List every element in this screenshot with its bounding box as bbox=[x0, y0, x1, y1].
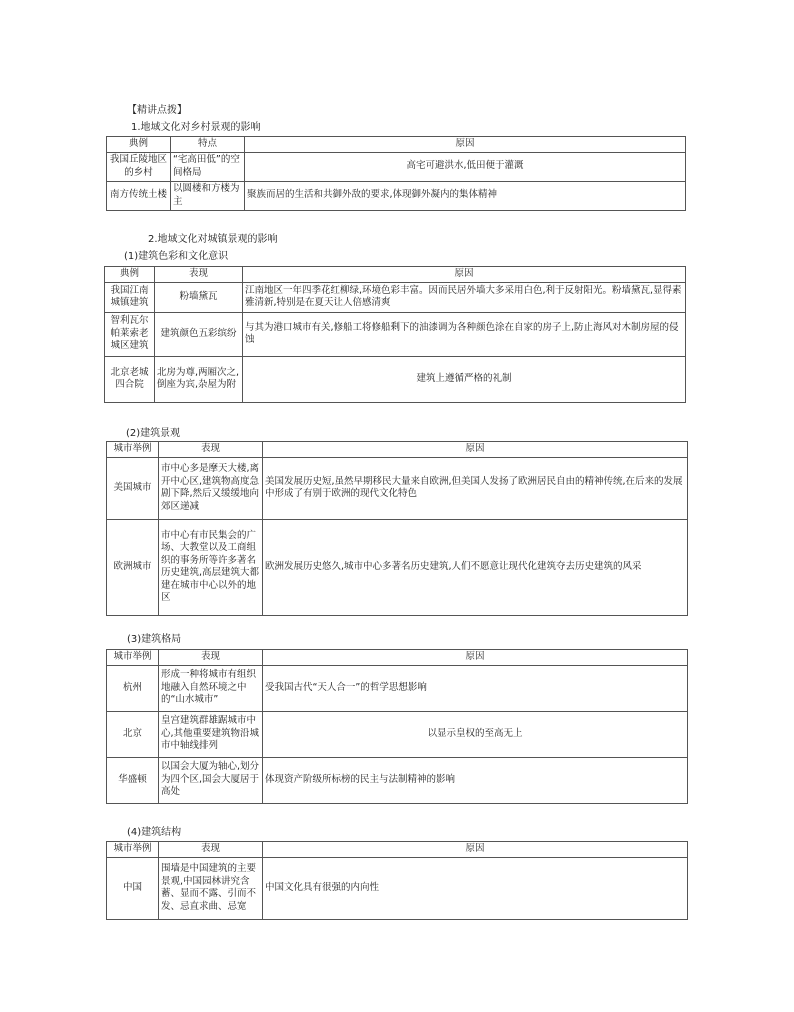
table-row bbox=[107, 757, 688, 803]
s2-sub1-title: (1)建筑色彩和文化意识 bbox=[124, 251, 229, 262]
table-row bbox=[107, 665, 688, 711]
feature-cell: 北房为尊,两厢次之,倒座为宾,杂屋为附 bbox=[155, 356, 243, 402]
s1-title: 1.地域文化对乡村景观的影响 bbox=[131, 122, 261, 133]
header-cell: 典例 bbox=[105, 267, 155, 283]
feature-cell: 形成一种将城市有组织地融入自然环境之中的“山水城市” bbox=[159, 665, 263, 711]
reason-cell: 高宅可避洪水,低田便于灌溉 bbox=[245, 152, 686, 181]
feature-cell: 粉墙黛瓦 bbox=[155, 282, 243, 312]
header-cell: 表现 bbox=[155, 267, 243, 283]
example-cell: 北京老城四合院 bbox=[105, 356, 155, 402]
table-row bbox=[107, 457, 688, 519]
city-cell: 杭州 bbox=[107, 665, 159, 711]
table-row bbox=[105, 312, 686, 356]
header-cell: 城市举例 bbox=[107, 650, 159, 666]
feature-cell: 市中心多是摩天大楼,离开中心区,建筑物高度急剧下降,然后又缓缓地向郊区递减 bbox=[159, 457, 263, 519]
header-cell: 表现 bbox=[159, 650, 263, 666]
header-cell: 城市举例 bbox=[107, 442, 159, 458]
reason-cell: 以显示皇权的至高无上 bbox=[263, 711, 688, 757]
example-cell: 我国江南城镇建筑 bbox=[105, 282, 155, 312]
table-header-row bbox=[107, 442, 688, 458]
header-cell: 原因 bbox=[263, 842, 688, 858]
feature-cell: “宅高田低”的空间格局 bbox=[171, 152, 245, 181]
city-cell: 北京 bbox=[107, 711, 159, 757]
s2-sub3-table bbox=[106, 649, 688, 804]
header-cell: 特点 bbox=[171, 137, 245, 153]
s2-sub3-title: (3)建筑格局 bbox=[127, 634, 182, 645]
table-row bbox=[107, 857, 688, 919]
table-header-row bbox=[107, 842, 688, 858]
feature-cell: 围墙是中国建筑的主要景观,中国园林讲究含蓄、显而不露、引而不发、忌直求曲、忌宽 bbox=[159, 857, 263, 919]
table-row bbox=[107, 152, 686, 181]
header-cell: 表现 bbox=[159, 842, 263, 858]
reason-cell: 聚族而居的生活和共御外敌的要求,体现御外凝内的集体精神 bbox=[245, 181, 686, 210]
header-cell: 原因 bbox=[245, 137, 686, 153]
table-row bbox=[107, 519, 688, 615]
table-header-row bbox=[105, 267, 686, 283]
example-cell: 智利瓦尔帕莱索老城区建筑 bbox=[105, 312, 155, 356]
reason-cell: 体现资产阶级所标榜的民主与法制精神的影响 bbox=[263, 757, 688, 803]
s1-table bbox=[106, 136, 686, 211]
feature-cell: 建筑颜色五彩缤纷 bbox=[155, 312, 243, 356]
header-cell: 城市举例 bbox=[107, 842, 159, 858]
reason-cell: 中国文化具有很强的内向性 bbox=[263, 857, 688, 919]
table-row bbox=[107, 181, 686, 210]
reason-cell: 美国发展历史短,虽然早期移民大量来自欧洲,但美国人发扬了欧洲居民自由的精神传统,在后来的发展中形成了有别于欧洲的现代文化特色 bbox=[263, 457, 688, 519]
s2-sub2-title: (2)建筑景观 bbox=[126, 428, 181, 439]
table-header-row bbox=[107, 137, 686, 153]
city-cell: 华盛顿 bbox=[107, 757, 159, 803]
feature-cell: 皇宫建筑群雄踞城市中心,其他重要建筑物沿城市中轴线排列 bbox=[159, 711, 263, 757]
reason-cell: 受我国古代“天人合一”的哲学思想影响 bbox=[263, 665, 688, 711]
reason-cell: 与其为港口城市有关,修船工将修船剩下的油漆调为各种颜色涂在自家的房子上,防止海风对木制房屋的侵蚀 bbox=[243, 312, 686, 356]
header-cell: 表现 bbox=[159, 442, 263, 458]
table-row bbox=[105, 282, 686, 312]
reason-cell: 欧洲发展历史悠久,城市中心多著名历史建筑,人们不愿意让现代化建筑夺去历史建筑的风采 bbox=[263, 519, 688, 615]
header-cell: 典例 bbox=[107, 137, 171, 153]
reason-cell: 江南地区一年四季花红柳绿,环境色彩丰富。因而民居外墙大多采用白色,利于反射阳光。粉墙黛瓦,显得素雅清新,特别是在夏天让人倍感清爽 bbox=[243, 282, 686, 312]
s2-sub2-table bbox=[106, 441, 688, 616]
s2-title: 2.地域文化对城镇景观的影响 bbox=[148, 234, 278, 245]
table-row bbox=[107, 711, 688, 757]
city-cell: 中国 bbox=[107, 857, 159, 919]
table-header-row bbox=[107, 650, 688, 666]
example-cell: 南方传统土楼 bbox=[107, 181, 171, 210]
s2-sub1-table bbox=[104, 266, 686, 403]
section-title: 【精讲点拨】 bbox=[127, 105, 187, 116]
city-cell: 美国城市 bbox=[107, 457, 159, 519]
s2-sub4-table bbox=[106, 841, 688, 920]
example-cell: 我国丘陵地区的乡村 bbox=[107, 152, 171, 181]
header-cell: 原因 bbox=[243, 267, 686, 283]
header-cell: 原因 bbox=[263, 442, 688, 458]
feature-cell: 市中心有市民集会的广场、大教堂以及工商组织的事务所等许多著名历史建筑,高层建筑大都建在城市中心以外的地区 bbox=[159, 519, 263, 615]
table-row bbox=[105, 356, 686, 402]
s2-sub4-title: (4)建筑结构 bbox=[127, 827, 182, 838]
feature-cell: 以国会大厦为轴心,划分为四个区,国会大厦居于高处 bbox=[159, 757, 263, 803]
city-cell: 欧洲城市 bbox=[107, 519, 159, 615]
header-cell: 原因 bbox=[263, 650, 688, 666]
feature-cell: 以圆楼和方楼为主 bbox=[171, 181, 245, 210]
reason-cell: 建筑上遵循严格的礼制 bbox=[243, 356, 686, 402]
